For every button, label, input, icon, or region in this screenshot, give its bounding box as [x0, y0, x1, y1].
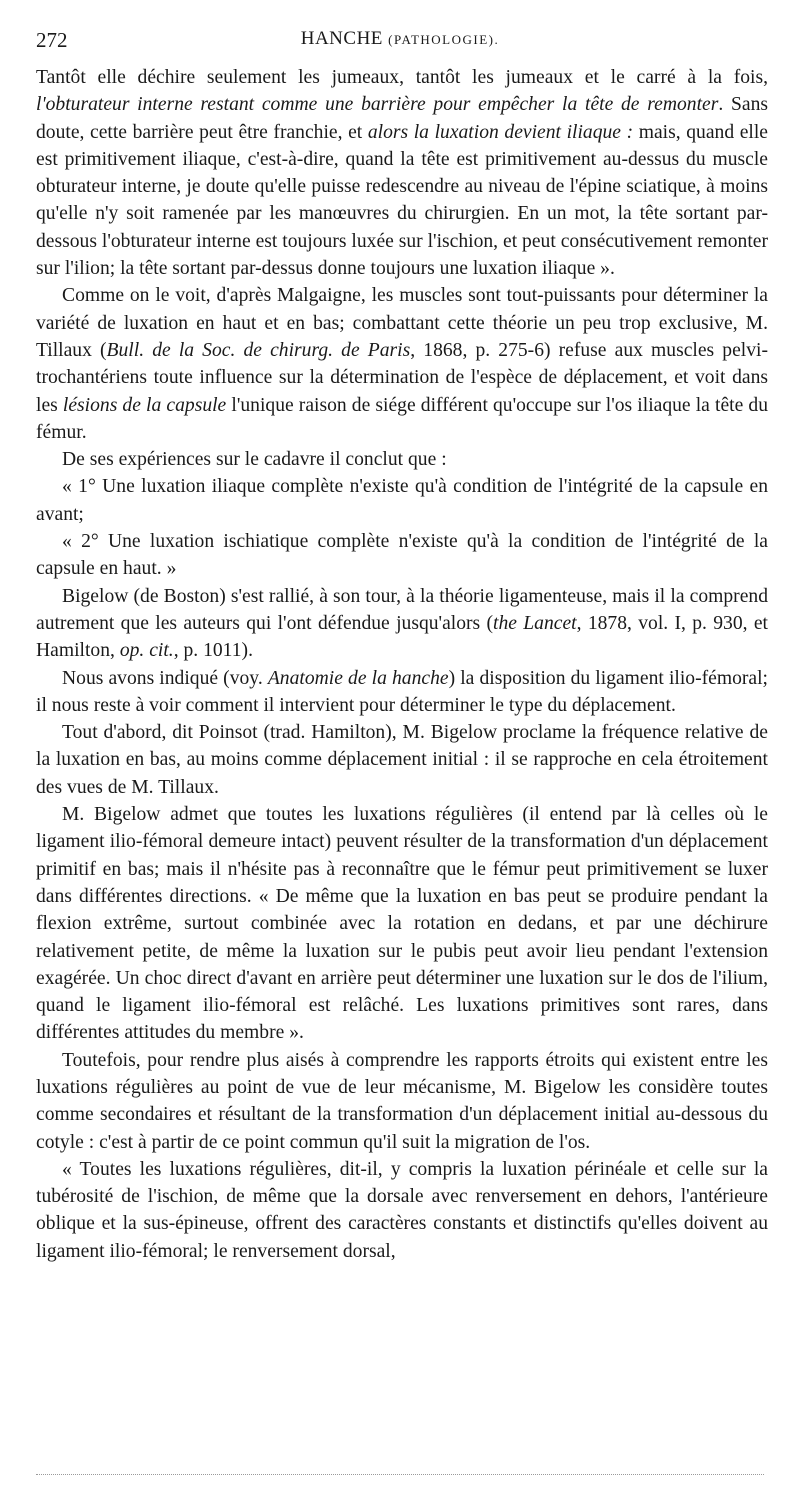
text-run: mais, quand elle est primitivement iliaque, c'est-à-dire, quand la tête est primitivement au-dessus du muscle obturateur interne, je doute qu'elle puisse redescendre au niveau de l'épine sciatique, à moins qu'elle n'y soit ramenée par les manœuvres du chirurgien. En un mot, la tête sortant par-dessous l'obturateur interne est toujours luxée sur l'ischion, et peut consécutivement remonter sur l'ilion; la tête sortant par-dessus donne toujours une luxation iliaque ».: [36, 121, 768, 280]
running-title-main: HANCHE: [300, 28, 383, 49]
text-run: . Sans doute, cette barrière peut être franchie, et: [36, 94, 768, 143]
text-run: , p. 1011).: [173, 640, 253, 662]
text-run: Tantôt elle déchire seulement les jumeaux, tantôt les jumeaux et le carré à la fois,: [36, 67, 768, 88]
paragraph: [36, 528, 768, 583]
text-run: ) la disposition du ligament ilio-fémoral; il nous reste à voir comment il intervient pour déterminer le type du déplacement.: [36, 667, 768, 716]
italic-text: Bull. de la Soc. de chirurg. de Paris: [106, 339, 411, 361]
text-run: , 1878, vol. I, p. 930, et Hamilton,: [36, 612, 768, 662]
running-title: [36, 28, 764, 50]
text-run: Bigelow (de Boston) s'est rallié, à son tour, à la théorie ligamenteuse, mais il la comprend autrement que les auteurs qui l'ont défendue jusqu'alors (: [36, 585, 768, 634]
italic-text: Anatomie de la hanche: [267, 667, 449, 689]
bottom-dotted-rule: [36, 1474, 764, 1475]
paragraph: [36, 1047, 768, 1156]
running-title-section: (PATHOLOGIE).: [388, 32, 500, 47]
italic-text: alors la luxation devient iliaque :: [367, 121, 634, 143]
page-number: 272: [36, 28, 68, 52]
italic-text: the Lancet: [493, 612, 577, 634]
text-run: M. Bigelow admet que toutes les luxations régulières (il entend par là celles où le ligament ilio-fémoral demeure intact) peuvent résulter de la transformation d'un déplacement primitif en bas; mais il n'hésite pas à reconnaître que le fémur peut primitivement se luxer dans différentes directions. « De même que la luxation en bas peut se produire pendant la flexion extrême, surtout combinée avec la rotation en dedans, et par une déchirure relativement petite, de même la luxation sur le pubis peut avoir lieu pendant l'extension exagérée. Un choc direct d'avant en arrière peut déterminer une luxation sur le dos de l'ilium, quand le ligament ilio-fémoral est relâché. Les luxations primitives sont rares, dans différentes attitudes du membre ».: [36, 804, 768, 1044]
text-run: , 1868, p. 275-6) refuse aux muscles pelvi-trochantériens toute influence sur la détermination de l'espèce de déplacement, et voit dans les: [36, 339, 768, 416]
paragraph: [36, 446, 768, 473]
body-text: [36, 64, 768, 1265]
paragraph: [36, 282, 768, 446]
text-run: l'unique raison de siége différent qu'occupe sur l'os iliaque la tête du fémur.: [36, 394, 768, 443]
paragraph: [36, 583, 768, 665]
italic-text: op. cit.: [119, 640, 174, 662]
paragraph: [36, 64, 768, 282]
paragraph: [36, 801, 768, 1047]
text-run: « 1° Une luxation iliaque complète n'existe qu'à condition de l'intégrité de la capsule en avant;: [36, 476, 768, 525]
text-run: Toutefois, pour rendre plus aisés à comprendre les rapports étroits qui existent entre les luxations régulières au point de vue de leur mécanisme, M. Bigelow les considère toutes comme secondaires et résultant de la transformation d'un déplacement initial au-dessous du cotyle : c'est à partir de ce point commun qu'il suit la migration de l'os.: [36, 1049, 768, 1153]
text-run: De ses expériences sur le cadavre il conclut que :: [62, 449, 447, 471]
text-run: Comme on le voit, d'après Malgaigne, les muscles sont tout-puissants pour déterminer la variété de luxation en haut et en bas; combattant cette théorie un peu trop exclusive, M. Tillaux (: [36, 285, 768, 361]
text-run: « 2° Une luxation ischiatique complète n'existe qu'à la condition de l'intégrité de la capsule en haut. »: [36, 531, 768, 580]
text-run: Nous avons indiqué (voy.: [62, 667, 268, 689]
paragraph: [36, 1156, 768, 1265]
text-run: Tout d'abord, dit Poinsot (trad. Hamilton), M. Bigelow proclame la fréquence relative de la luxation en bas, au moins comme déplacement initial : il se rapproche en cela étroitement des vues de M. Tillaux.: [36, 722, 768, 798]
text-run: « Toutes les luxations régulières, dit-il, y compris la luxation périnéale et celle sur la tubérosité de l'ischion, de même que la dorsale avec renversement en dehors, l'antérieure oblique et la sus-épineuse, offrent des caractères constants et distinctifs qu'elles doivent au ligament ilio-fémoral; le renversement dorsal,: [36, 1158, 768, 1262]
paragraph: [36, 665, 768, 720]
paragraph: [36, 719, 768, 801]
paragraph: [36, 473, 768, 528]
italic-text: lésions de la capsule: [62, 394, 227, 416]
page-header: [36, 28, 764, 56]
italic-text: l'obturateur interne restant comme une barrière pour empêcher la tête de remonter: [36, 94, 719, 116]
